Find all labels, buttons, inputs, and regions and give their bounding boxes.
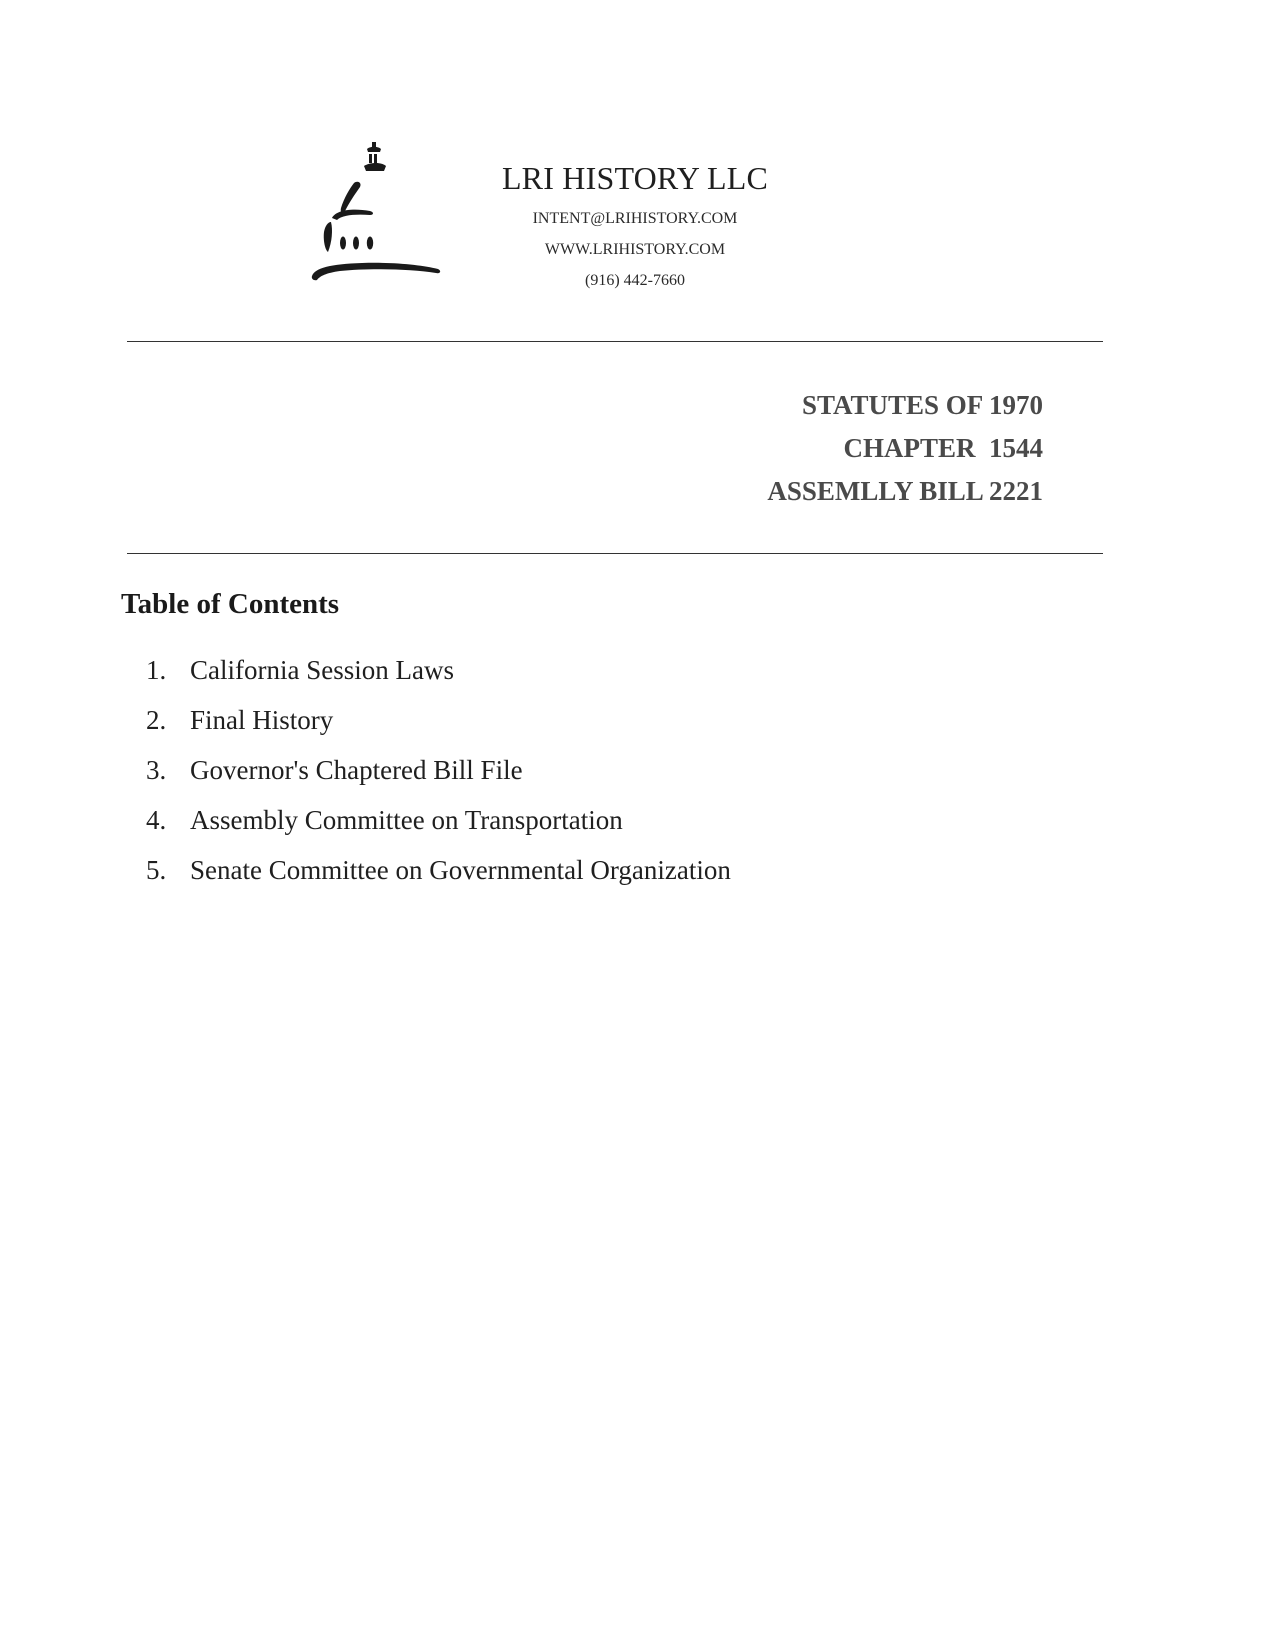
statute-info	[767, 384, 1043, 513]
toc-item-label: Final History	[190, 705, 334, 735]
toc-item-number: 2.	[146, 705, 167, 735]
capitol-dome-icon	[310, 140, 450, 292]
toc-item	[146, 850, 731, 900]
toc-item	[146, 800, 731, 850]
bottom-divider	[127, 553, 1103, 554]
toc-heading: Table of Contents	[121, 588, 340, 620]
toc-item	[146, 750, 731, 800]
toc-item-number: 1.	[146, 655, 167, 685]
toc-item-number: 5.	[146, 855, 167, 885]
toc-item	[146, 700, 731, 750]
toc-item-number: 3.	[146, 755, 167, 785]
toc-list	[146, 650, 731, 900]
toc-item-label: Assembly Committee on Transportation	[190, 805, 623, 835]
company-email: INTENT@LRIHISTORY.COM	[532, 210, 738, 227]
top-divider	[127, 341, 1103, 342]
company-phone: (916) 442-7660	[585, 272, 685, 289]
toc-item-label: Governor's Chaptered Bill File	[190, 755, 523, 785]
toc-item-label: California Session Laws	[190, 655, 454, 685]
bill-number: ASSEMLLY BILL 2221	[767, 476, 1043, 506]
company-website: WWW.LRIHISTORY.COM	[544, 241, 726, 258]
toc-item-label: Senate Committee on Governmental Organization	[190, 855, 731, 885]
toc-item-number: 4.	[146, 805, 167, 835]
chapter-number: CHAPTER 1544	[843, 433, 1043, 463]
toc-item	[146, 650, 731, 700]
company-info	[430, 158, 840, 296]
statute-year: STATUTES OF 1970	[801, 390, 1043, 420]
company-name: LRI HISTORY LLC	[501, 160, 769, 196]
